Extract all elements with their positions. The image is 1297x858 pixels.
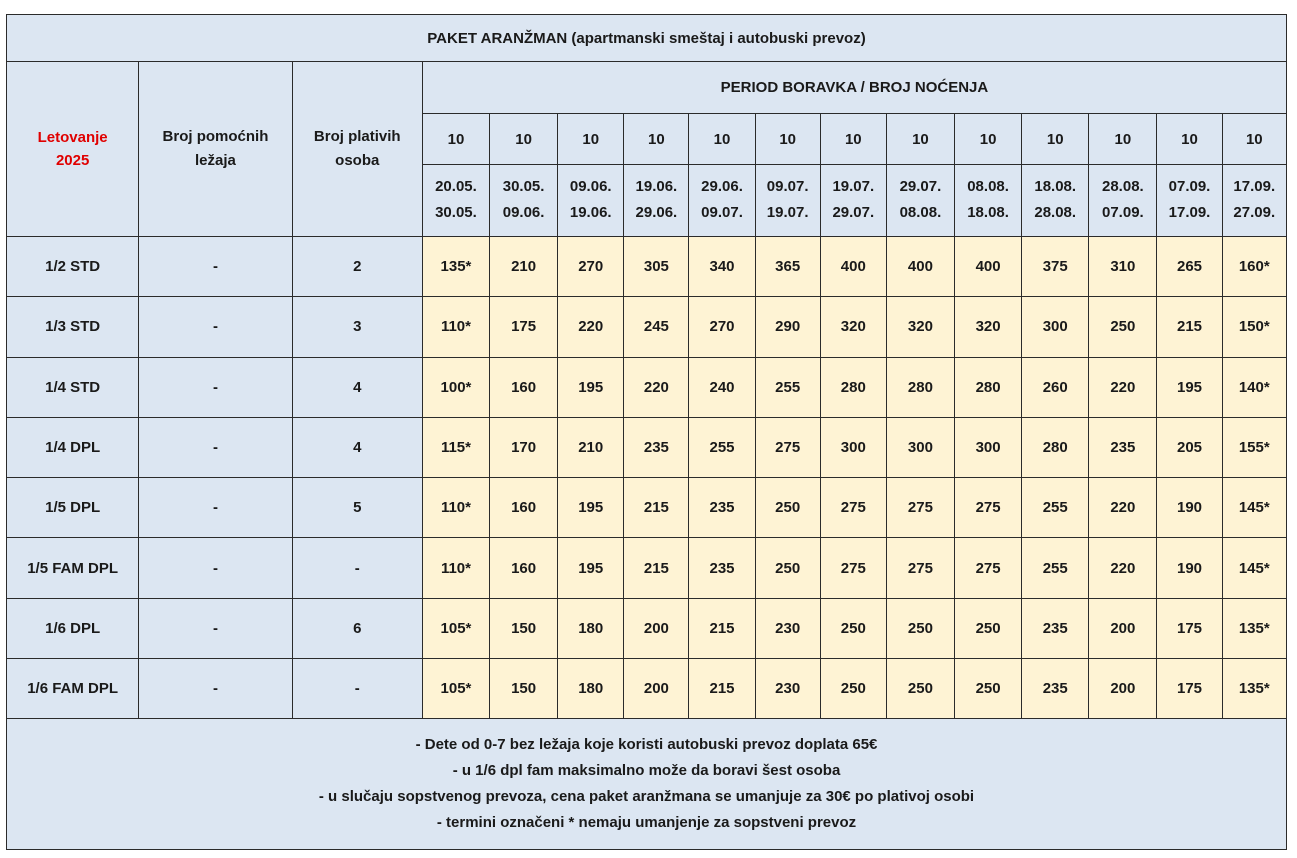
price-cell: 375 — [1022, 237, 1089, 297]
price-cell: 320 — [955, 297, 1022, 357]
price-cell: 175 — [1157, 598, 1222, 658]
room-type: 1/6 FAM DPL — [7, 659, 139, 719]
price-cell: 320 — [886, 297, 954, 357]
price-cell: 275 — [820, 538, 886, 598]
period-dates: 08.08. 18.08. — [955, 164, 1022, 236]
price-cell: 100* — [422, 357, 489, 417]
price-cell: 135* — [1222, 598, 1286, 658]
price-cell: 260 — [1022, 357, 1089, 417]
price-cell: 220 — [624, 357, 689, 417]
paying-persons: 5 — [292, 478, 422, 538]
paying-persons: - — [292, 538, 422, 598]
price-cell: 200 — [1089, 659, 1157, 719]
price-cell: 160 — [490, 357, 558, 417]
price-cell: 250 — [820, 598, 886, 658]
table-row — [7, 357, 1287, 417]
note-line: - Dete od 0-7 bez ležaja koje koristi autobuski prevoz doplata 65€ — [415, 736, 878, 754]
price-cell: 200 — [624, 659, 689, 719]
period-dates: 20.05. 30.05. — [422, 164, 489, 236]
price-cell: 250 — [955, 598, 1022, 658]
price-cell: 220 — [1089, 538, 1157, 598]
price-cell: 150 — [490, 659, 558, 719]
nights-cell: 10 — [689, 114, 755, 164]
paying-persons-header: Broj plativih osoba — [292, 62, 422, 237]
price-cell: 215 — [1157, 297, 1222, 357]
price-cell: 300 — [886, 417, 954, 477]
price-cell: 265 — [1157, 237, 1222, 297]
price-cell: 170 — [490, 417, 558, 477]
price-cell: 305 — [624, 237, 689, 297]
price-cell: 280 — [1022, 417, 1089, 477]
nights-cell: 10 — [955, 114, 1022, 164]
period-dates: 30.05. 09.06. — [490, 164, 558, 236]
price-cell: 150 — [490, 598, 558, 658]
price-cell: 195 — [558, 538, 624, 598]
price-cell: 400 — [955, 237, 1022, 297]
price-cell: 310 — [1089, 237, 1157, 297]
price-cell: 195 — [558, 478, 624, 538]
price-cell: 280 — [955, 357, 1022, 417]
price-cell: 190 — [1157, 478, 1222, 538]
price-cell: 235 — [689, 538, 755, 598]
period-dates: 18.08. 28.08. — [1022, 164, 1089, 236]
price-cell: 255 — [1022, 478, 1089, 538]
price-cell: 190 — [1157, 538, 1222, 598]
price-cell: 275 — [886, 478, 954, 538]
price-cell: 160 — [490, 538, 558, 598]
price-cell: 215 — [624, 538, 689, 598]
period-dates: 29.06. 09.07. — [689, 164, 755, 236]
room-type: 1/4 DPL — [7, 417, 139, 477]
price-cell: 235 — [1022, 598, 1089, 658]
price-cell: 200 — [624, 598, 689, 658]
price-cell: 250 — [955, 659, 1022, 719]
price-cell: 275 — [755, 417, 820, 477]
price-cell: 255 — [1022, 538, 1089, 598]
extra-beds: - — [139, 598, 292, 658]
nights-cell: 10 — [1022, 114, 1089, 164]
price-cell: 250 — [886, 659, 954, 719]
price-cell: 195 — [1157, 357, 1222, 417]
price-cell: 215 — [689, 598, 755, 658]
price-cell: 300 — [955, 417, 1022, 477]
extra-beds: - — [139, 237, 292, 297]
room-type: 1/3 STD — [7, 297, 139, 357]
price-cell: 280 — [820, 357, 886, 417]
price-cell: 210 — [490, 237, 558, 297]
nights-cell: 10 — [755, 114, 820, 164]
price-cell: 110* — [422, 538, 489, 598]
notes — [7, 719, 1287, 850]
nights-cell: 10 — [1089, 114, 1157, 164]
price-cell: 200 — [1089, 598, 1157, 658]
price-cell: 240 — [689, 357, 755, 417]
price-cell: 365 — [755, 237, 820, 297]
price-cell: 320 — [820, 297, 886, 357]
price-cell: 180 — [558, 598, 624, 658]
price-cell: 275 — [955, 538, 1022, 598]
paying-persons: 3 — [292, 297, 422, 357]
nights-cell: 10 — [490, 114, 558, 164]
paying-persons: 4 — [292, 417, 422, 477]
extra-beds: - — [139, 659, 292, 719]
price-cell: 280 — [886, 357, 954, 417]
period-dates: 09.06. 19.06. — [558, 164, 624, 236]
price-cell: 175 — [490, 297, 558, 357]
period-dates: 29.07. 08.08. — [886, 164, 954, 236]
paying-persons: 2 — [292, 237, 422, 297]
price-cell: 215 — [624, 478, 689, 538]
price-cell: 230 — [755, 598, 820, 658]
price-cell: 205 — [1157, 417, 1222, 477]
price-cell: 115* — [422, 417, 489, 477]
table-row — [7, 598, 1287, 658]
price-cell: 235 — [689, 478, 755, 538]
price-cell: 275 — [886, 538, 954, 598]
extra-beds: - — [139, 478, 292, 538]
price-cell: 155* — [1222, 417, 1286, 477]
period-dates: 17.09. 27.09. — [1222, 164, 1286, 236]
room-type: 1/6 DPL — [7, 598, 139, 658]
room-type: 1/4 STD — [7, 357, 139, 417]
period-dates: 09.07. 19.07. — [755, 164, 820, 236]
price-cell: 400 — [886, 237, 954, 297]
extra-beds: - — [139, 538, 292, 598]
price-cell: 340 — [689, 237, 755, 297]
period-dates: 07.09. 17.09. — [1157, 164, 1222, 236]
price-cell: 110* — [422, 478, 489, 538]
extra-beds: - — [139, 417, 292, 477]
price-cell: 300 — [820, 417, 886, 477]
note-line: - u slučaju sopstvenog prevoza, cena paket aranžmana se umanjuje za 30€ po plativoj osobi — [318, 788, 975, 806]
price-cell: 270 — [689, 297, 755, 357]
extra-beds-header: Broj pomoćnih ležaja — [139, 62, 292, 237]
price-cell: 235 — [624, 417, 689, 477]
price-cell: 230 — [755, 659, 820, 719]
nights-cell: 10 — [624, 114, 689, 164]
price-cell: 275 — [955, 478, 1022, 538]
price-cell: 220 — [558, 297, 624, 357]
nights-cell: 10 — [1157, 114, 1222, 164]
price-cell: 145* — [1222, 478, 1286, 538]
price-cell: 210 — [558, 417, 624, 477]
price-cell: 135* — [422, 237, 489, 297]
price-cell: 250 — [755, 478, 820, 538]
table-row — [7, 538, 1287, 598]
period-dates: 19.06. 29.06. — [624, 164, 689, 236]
price-cell: 195 — [558, 357, 624, 417]
price-table — [6, 14, 1287, 850]
price-cell: 215 — [689, 659, 755, 719]
room-type: 1/5 FAM DPL — [7, 538, 139, 598]
price-cell: 270 — [558, 237, 624, 297]
price-cell: 245 — [624, 297, 689, 357]
period-header: PERIOD BORAVKA / BROJ NOĆENJA — [422, 62, 1286, 114]
price-cell: 250 — [820, 659, 886, 719]
price-cell: 400 — [820, 237, 886, 297]
price-cell: 275 — [820, 478, 886, 538]
table-row — [7, 417, 1287, 477]
paying-persons: 4 — [292, 357, 422, 417]
price-cell: 110* — [422, 297, 489, 357]
extra-beds: - — [139, 297, 292, 357]
price-cell: 220 — [1089, 357, 1157, 417]
price-cell: 105* — [422, 659, 489, 719]
room-type: 1/2 STD — [7, 237, 139, 297]
table-row — [7, 237, 1287, 297]
price-cell: 175 — [1157, 659, 1222, 719]
table-row — [7, 659, 1287, 719]
season-label: Letovanje 2025 — [7, 62, 139, 237]
price-cell: 105* — [422, 598, 489, 658]
nights-cell: 10 — [422, 114, 489, 164]
price-cell: 290 — [755, 297, 820, 357]
price-cell: 160* — [1222, 237, 1286, 297]
period-dates: 19.07. 29.07. — [820, 164, 886, 236]
paying-persons: 6 — [292, 598, 422, 658]
price-cell: 250 — [1089, 297, 1157, 357]
nights-cell: 10 — [886, 114, 954, 164]
price-cell: 250 — [886, 598, 954, 658]
table-title: PAKET ARANŽMAN (apartmanski smeštaj i autobuski prevoz) — [7, 15, 1287, 62]
price-cell: 140* — [1222, 357, 1286, 417]
price-cell: 180 — [558, 659, 624, 719]
room-type: 1/5 DPL — [7, 478, 139, 538]
price-cell: 300 — [1022, 297, 1089, 357]
price-cell: 145* — [1222, 538, 1286, 598]
note-line: - termini označeni * nemaju umanjenje za sopstveni prevoz — [436, 814, 857, 832]
nights-cell: 10 — [820, 114, 886, 164]
price-cell: 255 — [755, 357, 820, 417]
nights-cell: 10 — [1222, 114, 1286, 164]
note-line: - u 1/6 dpl fam maksimalno može da boravi šest osoba — [452, 762, 841, 780]
price-cell: 250 — [755, 538, 820, 598]
price-cell: 235 — [1022, 659, 1089, 719]
table-row — [7, 478, 1287, 538]
table-row — [7, 297, 1287, 357]
price-cell: 135* — [1222, 659, 1286, 719]
price-cell: 255 — [689, 417, 755, 477]
price-cell: 235 — [1089, 417, 1157, 477]
extra-beds: - — [139, 357, 292, 417]
nights-cell: 10 — [558, 114, 624, 164]
paying-persons: - — [292, 659, 422, 719]
price-cell: 220 — [1089, 478, 1157, 538]
price-cell: 150* — [1222, 297, 1286, 357]
price-cell: 160 — [490, 478, 558, 538]
period-dates: 28.08. 07.09. — [1089, 164, 1157, 236]
